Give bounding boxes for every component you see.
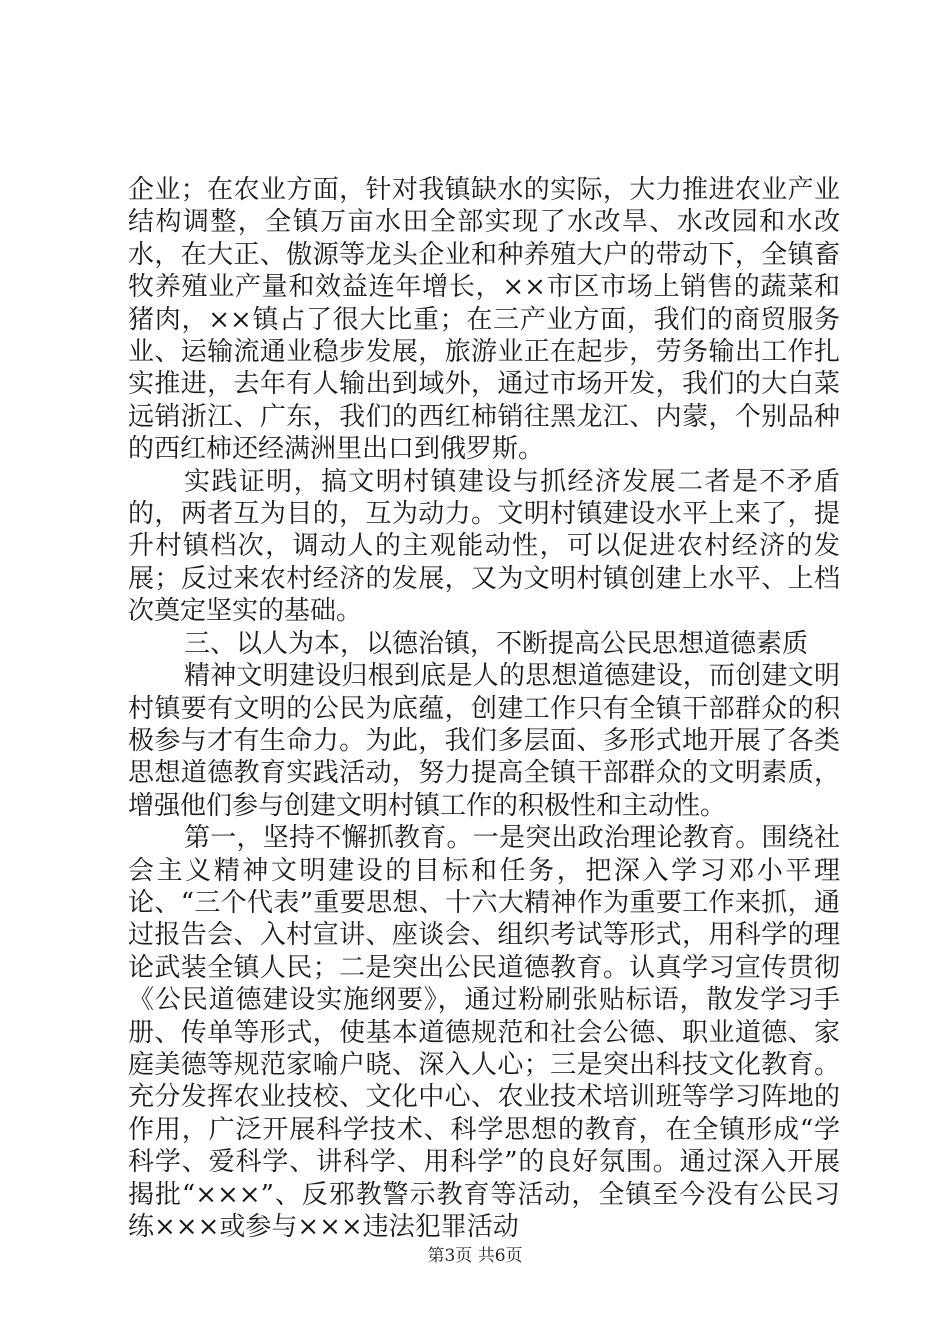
paragraph-agriculture: 企业；在农业方面，针对我镇缺水的实际，大力推进农业产业结构调整，全镇万亩水田全部实现了水改旱、水改园和水改水，在大正、傲源等龙头企业和种养殖大户的带动下，全镇畜牧养殖业产量和效益连年增长，××市区市场上销售的蔬菜和猪肉，××镇占了很大比重；在三产业方面，我们的商贸服务业、运输流通业稳步发展，旅游业正在起步，劳务输出工作扎实推进，去年有人输出到域外，通过市场开发，我们的大白菜远销浙江、广东，我们的西红柿销往黑龙江、内蒙，个别品种的西红柿还经满洲里出口到俄罗斯。 [128, 175, 840, 465]
paragraph-moral-construction: 精神文明建设归根到底是人的思想道德建设，而创建文明村镇要有文明的公民为底蕴，创建工作只有全镇干部群众的积极参与才有生命力。为此，我们多层面、多形式地开展了各类思想道德教育实践活动，努力提高全镇干部群众的文明素质，增强他们参与创建文明村镇工作的积极性和主动性。 [128, 661, 840, 821]
page-footer: 第3页 共6页 [427, 1246, 523, 1266]
section-heading-3: 三、以人为本，以德治镇，不断提高公民思想道德素质 [184, 628, 809, 659]
document-body [128, 174, 840, 1243]
paragraph-education: 第一，坚持不懈抓教育。一是突出政治理论教育。围绕社会主义精神文明建设的目标和任务，把深入学习邓小平理论、“三个代表”重要思想、十六大精神作为重要工作来抓，通过报告会、入村宣讲、座谈会、组织考试等形式，用科学的理论武装全镇人民；二是突出公民道德教育。认真学习宣传贯彻《公民道德建设实施纲要》，通过粉刷张贴标语，散发学习手册、传单等形式，使基本道德规范和社会公德、职业道德、家庭美德等规范家喻户晓、深入人心；三是突出科技文化教育。充分发挥农业技校、文化中心、农业技术培训班等学习阵地的作用，广泛开展科学技术、科学思想的教育，在全镇形成“学科学、爱科学、讲科学、用科学”的良好氛围。通过深入开展揭批“×××”、反邪教警示教育等活动，全镇至今没有公民习练×××或参与×××违法犯罪活动 [128, 823, 840, 1242]
paragraph-practice-proof: 实践证明，搞文明村镇建设与抓经济发展二者是不矛盾的，两者互为目的，互为动力。文明村镇建设水平上来了，提升村镇档次，调动人的主观能动性，可以促进农村经济的发展；反过来农村经济的发展，又为文明村镇创建上水平、上档次奠定坚实的基础。 [128, 466, 840, 627]
